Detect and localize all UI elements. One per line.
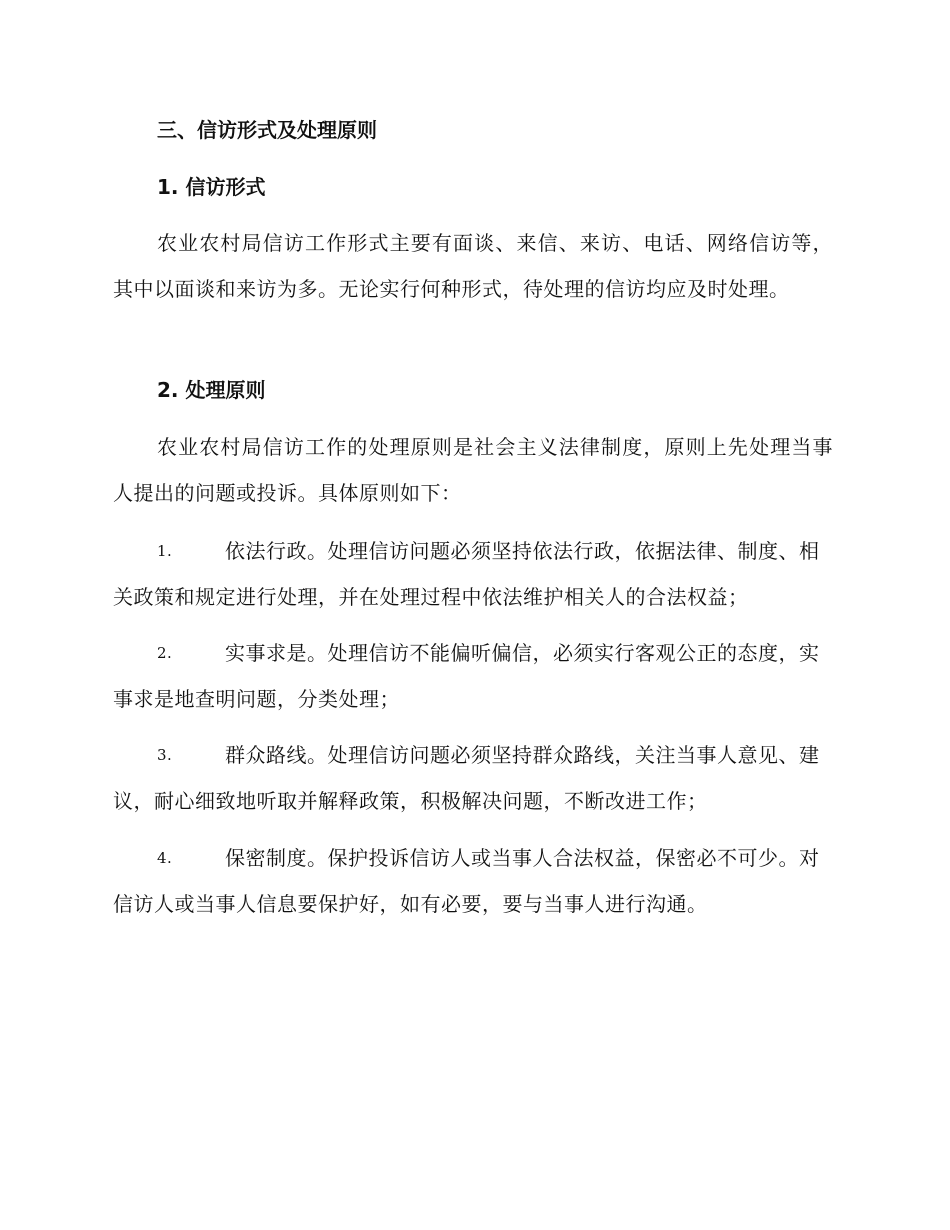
paragraph-principles: 农业农村局信访工作的处理原则是社会主义法律制度，原则上先处理当事人提出的问题或投诉。具体原则如下： bbox=[113, 435, 833, 505]
list-item-number: 2. bbox=[157, 644, 173, 662]
list-item-text: 保密制度。保护投诉信访人或当事人合法权益，保密必不可少。对信访人或当事人信息要保护好，如有必要，要与当事人进行沟通。 bbox=[113, 846, 820, 916]
list-item-text: 实事求是。处理信访不能偏听偏信，必须实行客观公正的态度，实事求是地查明问题，分类处理； bbox=[113, 641, 820, 711]
subsection-title-forms: 1. 信访形式 bbox=[157, 175, 266, 199]
list-item bbox=[113, 732, 833, 824]
section-title: 三、信访形式及处理原则 bbox=[157, 118, 377, 142]
paragraph-forms: 农业农村局信访工作形式主要有面谈、来信、来访、电话、网络信访等，其中以面谈和来访为多。无论实行何种形式，待处理的信访均应及时处理。 bbox=[113, 231, 833, 301]
list-item-number: 3. bbox=[157, 746, 173, 764]
list-item bbox=[113, 835, 833, 927]
subsection-title-principles: 2. 处理原则 bbox=[157, 378, 266, 402]
list-item bbox=[113, 630, 833, 722]
list-item bbox=[113, 528, 833, 620]
list-item-number: 4. bbox=[157, 849, 173, 867]
list-item-text: 群众路线。处理信访问题必须坚持群众路线，关注当事人意见、建议，耐心细致地听取并解释政策，积极解决问题，不断改进工作； bbox=[113, 743, 820, 813]
list-item-text: 依法行政。处理信访问题必须坚持依法行政，依据法律、制度、相关政策和规定进行处理，并在处理过程中依法维护相关人的合法权益； bbox=[113, 539, 820, 609]
list-item-number: 1. bbox=[157, 542, 173, 560]
